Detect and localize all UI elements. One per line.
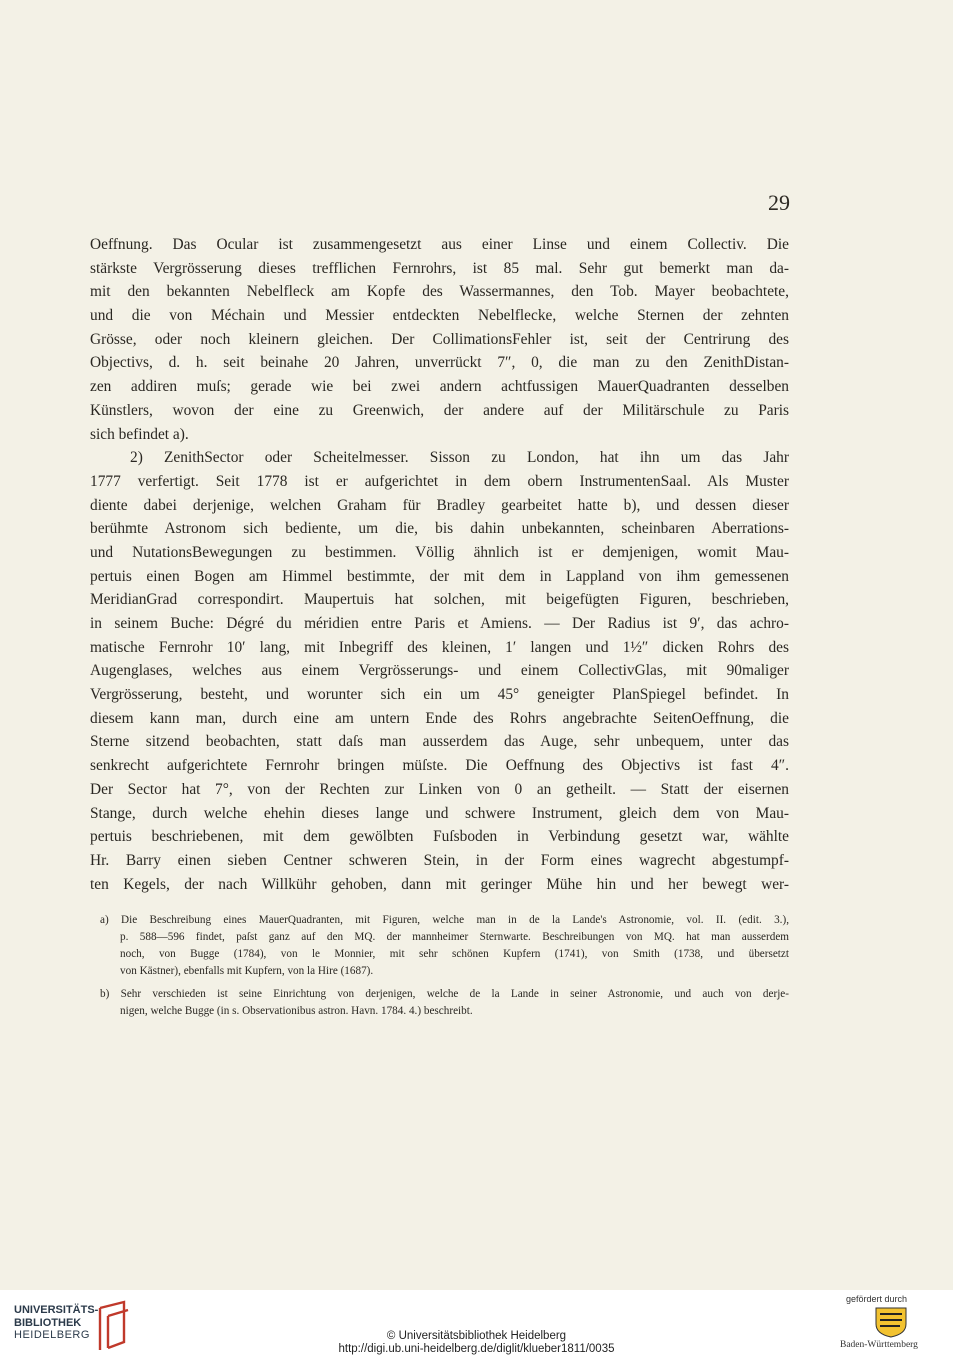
text-line: und NutationsBewegungen zu bestimmen. Völlig ähnlich ist er demjenigen, womit Mau- — [90, 543, 789, 561]
footnotes — [100, 912, 789, 1026]
footnote-line: b) Sehr verschieden ist seine Einrichtung von derjenigen, welche de la Lande in seiner Astronomie, und auch von derje- — [100, 988, 789, 1000]
text-line: Vergrösserung, besteht, und worunter sich ein um 45° geneigter PlanSpiegel befindet. In — [90, 686, 789, 704]
text-line: Sterne sitzend beobachten, statt daſs man ausserdem das Auge, sehr unbequem, unter das — [90, 733, 789, 751]
footnote-line: p. 588—596 findet, paſst ganz auf den MQ. der mannheimer Sternwarte. Beschreibungen von MQ. hat man ausserdem — [120, 931, 789, 943]
text-line: Der Sector hat 7°, von der Rechten zur Linken von 0 an getheilt. — Statt der eisernen — [90, 780, 789, 798]
text-line: diente dabei derjenige, welchen Graham für Bradley gearbeitet hatte b), und dessen dieser — [90, 496, 789, 514]
footnote-a — [100, 912, 789, 980]
text-line: ten Kegels, der nach Willkühr gehoben, dann mit geringer Mühe hin und her bewegt wer- — [90, 875, 789, 893]
text-line: MeridianGrad correspondirt. Maupertuis hat solchen, mit beigefügten Figuren, beschrieben, — [90, 591, 789, 609]
text-line: Objectivs, d. h. seit beinahe 20 Jahren, unverrückt 7″, 0, die man zu den ZenithDistan- — [90, 354, 789, 372]
text-line: in seinem Buche: Dégré du méridien entre Paris et Amiens. — Der Radius ist 9′, das achro- — [90, 615, 789, 632]
text-line: Hr. Barry einen sieben Centner schweren Stein, in der Form eines wagrecht abgestumpf- — [90, 851, 789, 869]
text-line: stärkste Vergrösserung dieses trefflichen Fernrohrs, ist 85 mal. Sehr gut bemerkt man da- — [90, 259, 789, 277]
text-line: und die von Méchain und Messier entdeckten Nebelflecke, welche Sternen der zehnten — [90, 307, 789, 325]
page-number: 29 — [768, 190, 790, 215]
text-line: pertuis einen Bogen am Himmel bestimmte, der mit dem in Lappland von ihm gemessenen — [90, 567, 789, 585]
text-line: pertuis beschriebenen, mit dem gewölbten Fuſsboden in Verbindung gesetzt war, wählte — [90, 828, 789, 846]
text-line: Grösse, oder noch kleinern gleichen. Der CollimationsFehler ist, seit der Centrirung des — [90, 330, 789, 348]
sponsor-label: gefördert durch — [846, 1294, 908, 1304]
footnote-line: a) Die Beschreibung eines MauerQuadranten, mit Figuren, welche man in de la Lande's Astronomie, vol. II. (edit. 3.), — [100, 914, 789, 926]
footnote-line: nigen, welche Bugge (in s. Observationibus astron. Havn. 1784. 4.) beschreibt. — [120, 1005, 473, 1017]
text-line: Künstlers, wovon der eine zu Greenwich, der andere auf der Militärschule zu Paris — [90, 401, 789, 419]
text-line: 2) ZenithSector oder Scheitelmesser. Sisson zu London, hat ihn um das Jahr — [130, 449, 789, 467]
text-line: matische Fernrohr 10′ lang, mit Inbegriff des kleinen, 1′ langen und 1½″ dicken Rohrs des — [90, 638, 789, 656]
text-line: mit den bekannten Nebelfleck am Kopfe des Wassermannes, den Tob. Mayer beobachtete, — [90, 283, 789, 301]
main-text — [90, 233, 789, 896]
logo-line: BIBLIOTHEK — [14, 1316, 82, 1329]
logo-line: HEIDELBERG — [14, 1329, 90, 1341]
paragraph-1 — [90, 233, 789, 446]
copyright-notice — [0, 1330, 953, 1356]
footnote-line: noch, von Bugge (1784), von le Monnier, mit sehr schönen Kupfern (1741), von Smith (1738, und übersetzt — [120, 948, 789, 960]
text-line: senkrecht aufgerichtete Fernrohr bringen müſste. Die Oeffnung des Objectivs ist fast 4″. — [90, 757, 789, 775]
sponsor-name: Baden-Württemberg — [840, 1340, 918, 1350]
text-line: zen addiren muſs; gerade wie bei zwei andern achtfussigen MauerQuadranten desselben — [90, 378, 789, 396]
copyright-text: © Universitätsbibliothek Heidelberg — [386, 1330, 567, 1342]
text-line: sich befindet a). — [90, 425, 189, 443]
text-line: Stange, durch welche ehehin dieses lange und schwere Instrument, gleich dem von Mau- — [90, 804, 789, 822]
logo-line: UNIVERSITÄTS- — [14, 1304, 99, 1316]
text-line: diesem kann man, durch eine am untern Ende des Rohrs angebrachte SeitenOeffnung, die — [90, 709, 789, 727]
paragraph-2 — [90, 446, 789, 896]
coat-of-arms-icon — [870, 1306, 912, 1338]
text-line: berühmte Astronom sich bediente, um die, bis dahin unbekannten, scheinbaren Aberrations- — [90, 520, 789, 538]
permalink-url[interactable]: http://digi.ub.uni-heidelberg.de/diglit/klueber1811/0035 — [338, 1343, 615, 1355]
text-line: Augenglases, welches aus einem Vergrösserungs- und einem CollectivGlas, mit 90maliger — [90, 662, 789, 680]
text-line: Oeffnung. Das Ocular ist zusammengesetzt aus einer Linse und einem Collectiv. Die — [90, 236, 789, 253]
footnote-b — [100, 986, 789, 1020]
text-line: 1777 verfertigt. Seit 1778 ist er aufgerichtet in dem obern InstrumentenSaal. Als Muster — [90, 472, 789, 490]
footnote-line: von Kästner), ebenfalls mit Kupfern, von la Hire (1687). — [120, 965, 374, 977]
footer — [0, 1290, 953, 1358]
